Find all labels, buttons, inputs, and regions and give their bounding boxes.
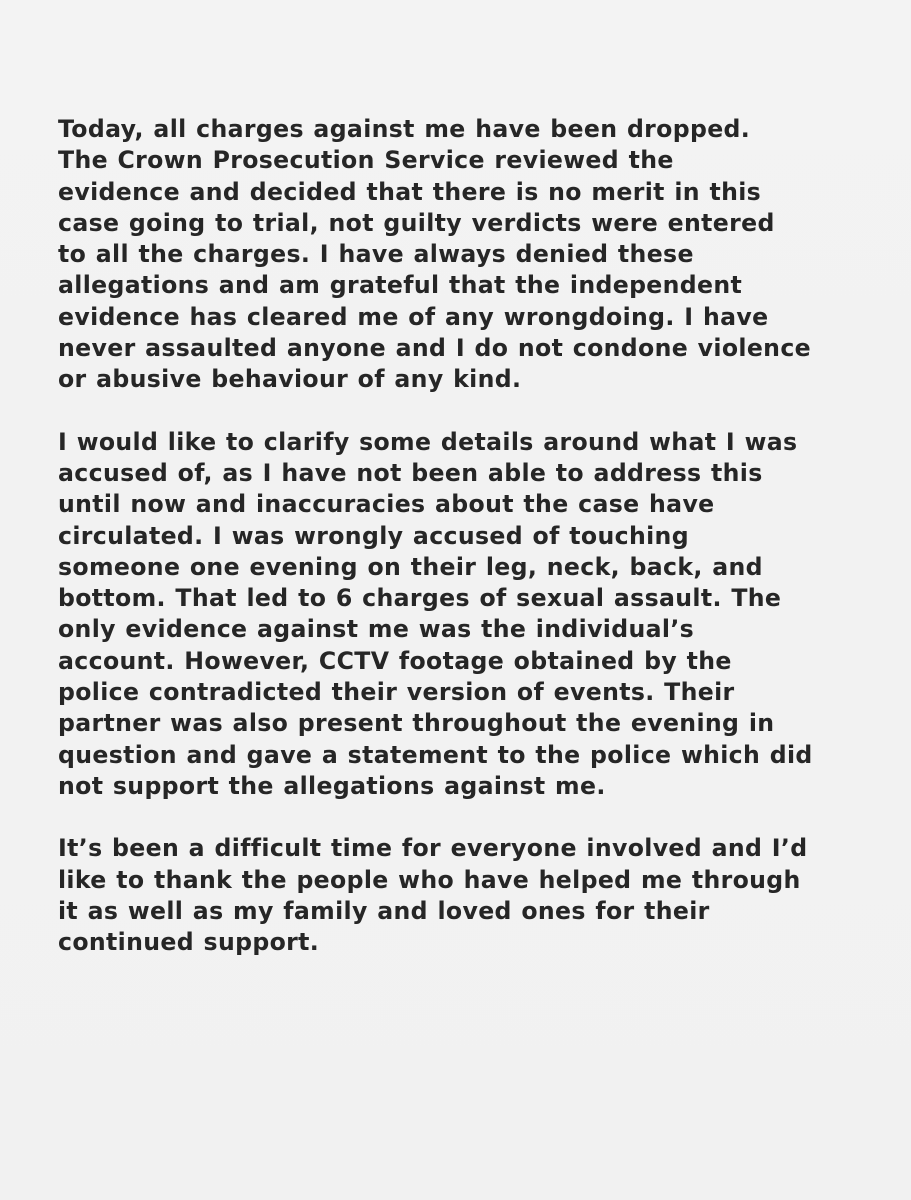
statement-line: until now and inaccuracies about the case have bbox=[58, 490, 715, 519]
statement-line: not support the allegations against me. bbox=[58, 771, 606, 800]
statement-line: someone one evening on their leg, neck, back, and bbox=[58, 552, 763, 581]
statement-line: The Crown Prosecution Service reviewed the bbox=[58, 146, 674, 175]
statement-line: evidence and decided that there is no merit in this bbox=[58, 177, 762, 206]
paragraph-charges-dropped bbox=[58, 114, 858, 396]
statement-line: Today, all charges against me have been dropped. bbox=[58, 115, 751, 143]
statement-line: question and gave a statement to the police which did bbox=[58, 740, 813, 769]
statement-line: circulated. I was wrongly accused of touching bbox=[58, 521, 689, 550]
statement-line: continued support. bbox=[58, 928, 320, 957]
statement-line: partner was also present throughout the evening in bbox=[58, 709, 775, 738]
statement-line: to all the charges. I have always denied these bbox=[58, 240, 694, 269]
statement-line: allegations and am grateful that the independent bbox=[58, 271, 743, 300]
statement-line: bottom. That led to 6 charges of sexual assault. The bbox=[58, 584, 782, 613]
paragraph-spacer bbox=[58, 396, 858, 427]
statement-line: case going to trial, not guilty verdicts were entered bbox=[58, 208, 775, 237]
paragraph-clarification bbox=[58, 427, 858, 803]
statement-line: it as well as my family and loved ones for their bbox=[58, 896, 710, 925]
statement-line: like to thank the people who have helped me through bbox=[58, 865, 801, 894]
statement-line: or abusive behaviour of any kind. bbox=[58, 365, 522, 394]
statement-text bbox=[58, 114, 858, 958]
statement-line: only evidence against me was the individual’s bbox=[58, 615, 695, 644]
statement-line: evidence has cleared me of any wrongdoing. I have bbox=[58, 302, 769, 331]
statement-line: It’s been a difficult time for everyone involved and I’d bbox=[58, 834, 808, 863]
paragraph-spacer bbox=[58, 802, 858, 833]
statement-line: accused of, as I have not been able to address this bbox=[58, 458, 763, 487]
paragraph-thanks bbox=[58, 833, 858, 958]
statement-line: never assaulted anyone and I do not condone violence bbox=[58, 334, 812, 363]
statement-line: account. However, CCTV footage obtained by the bbox=[58, 646, 732, 675]
statement-line: I would like to clarify some details around what I was bbox=[58, 427, 798, 456]
statement-line: police contradicted their version of events. Their bbox=[58, 678, 735, 707]
